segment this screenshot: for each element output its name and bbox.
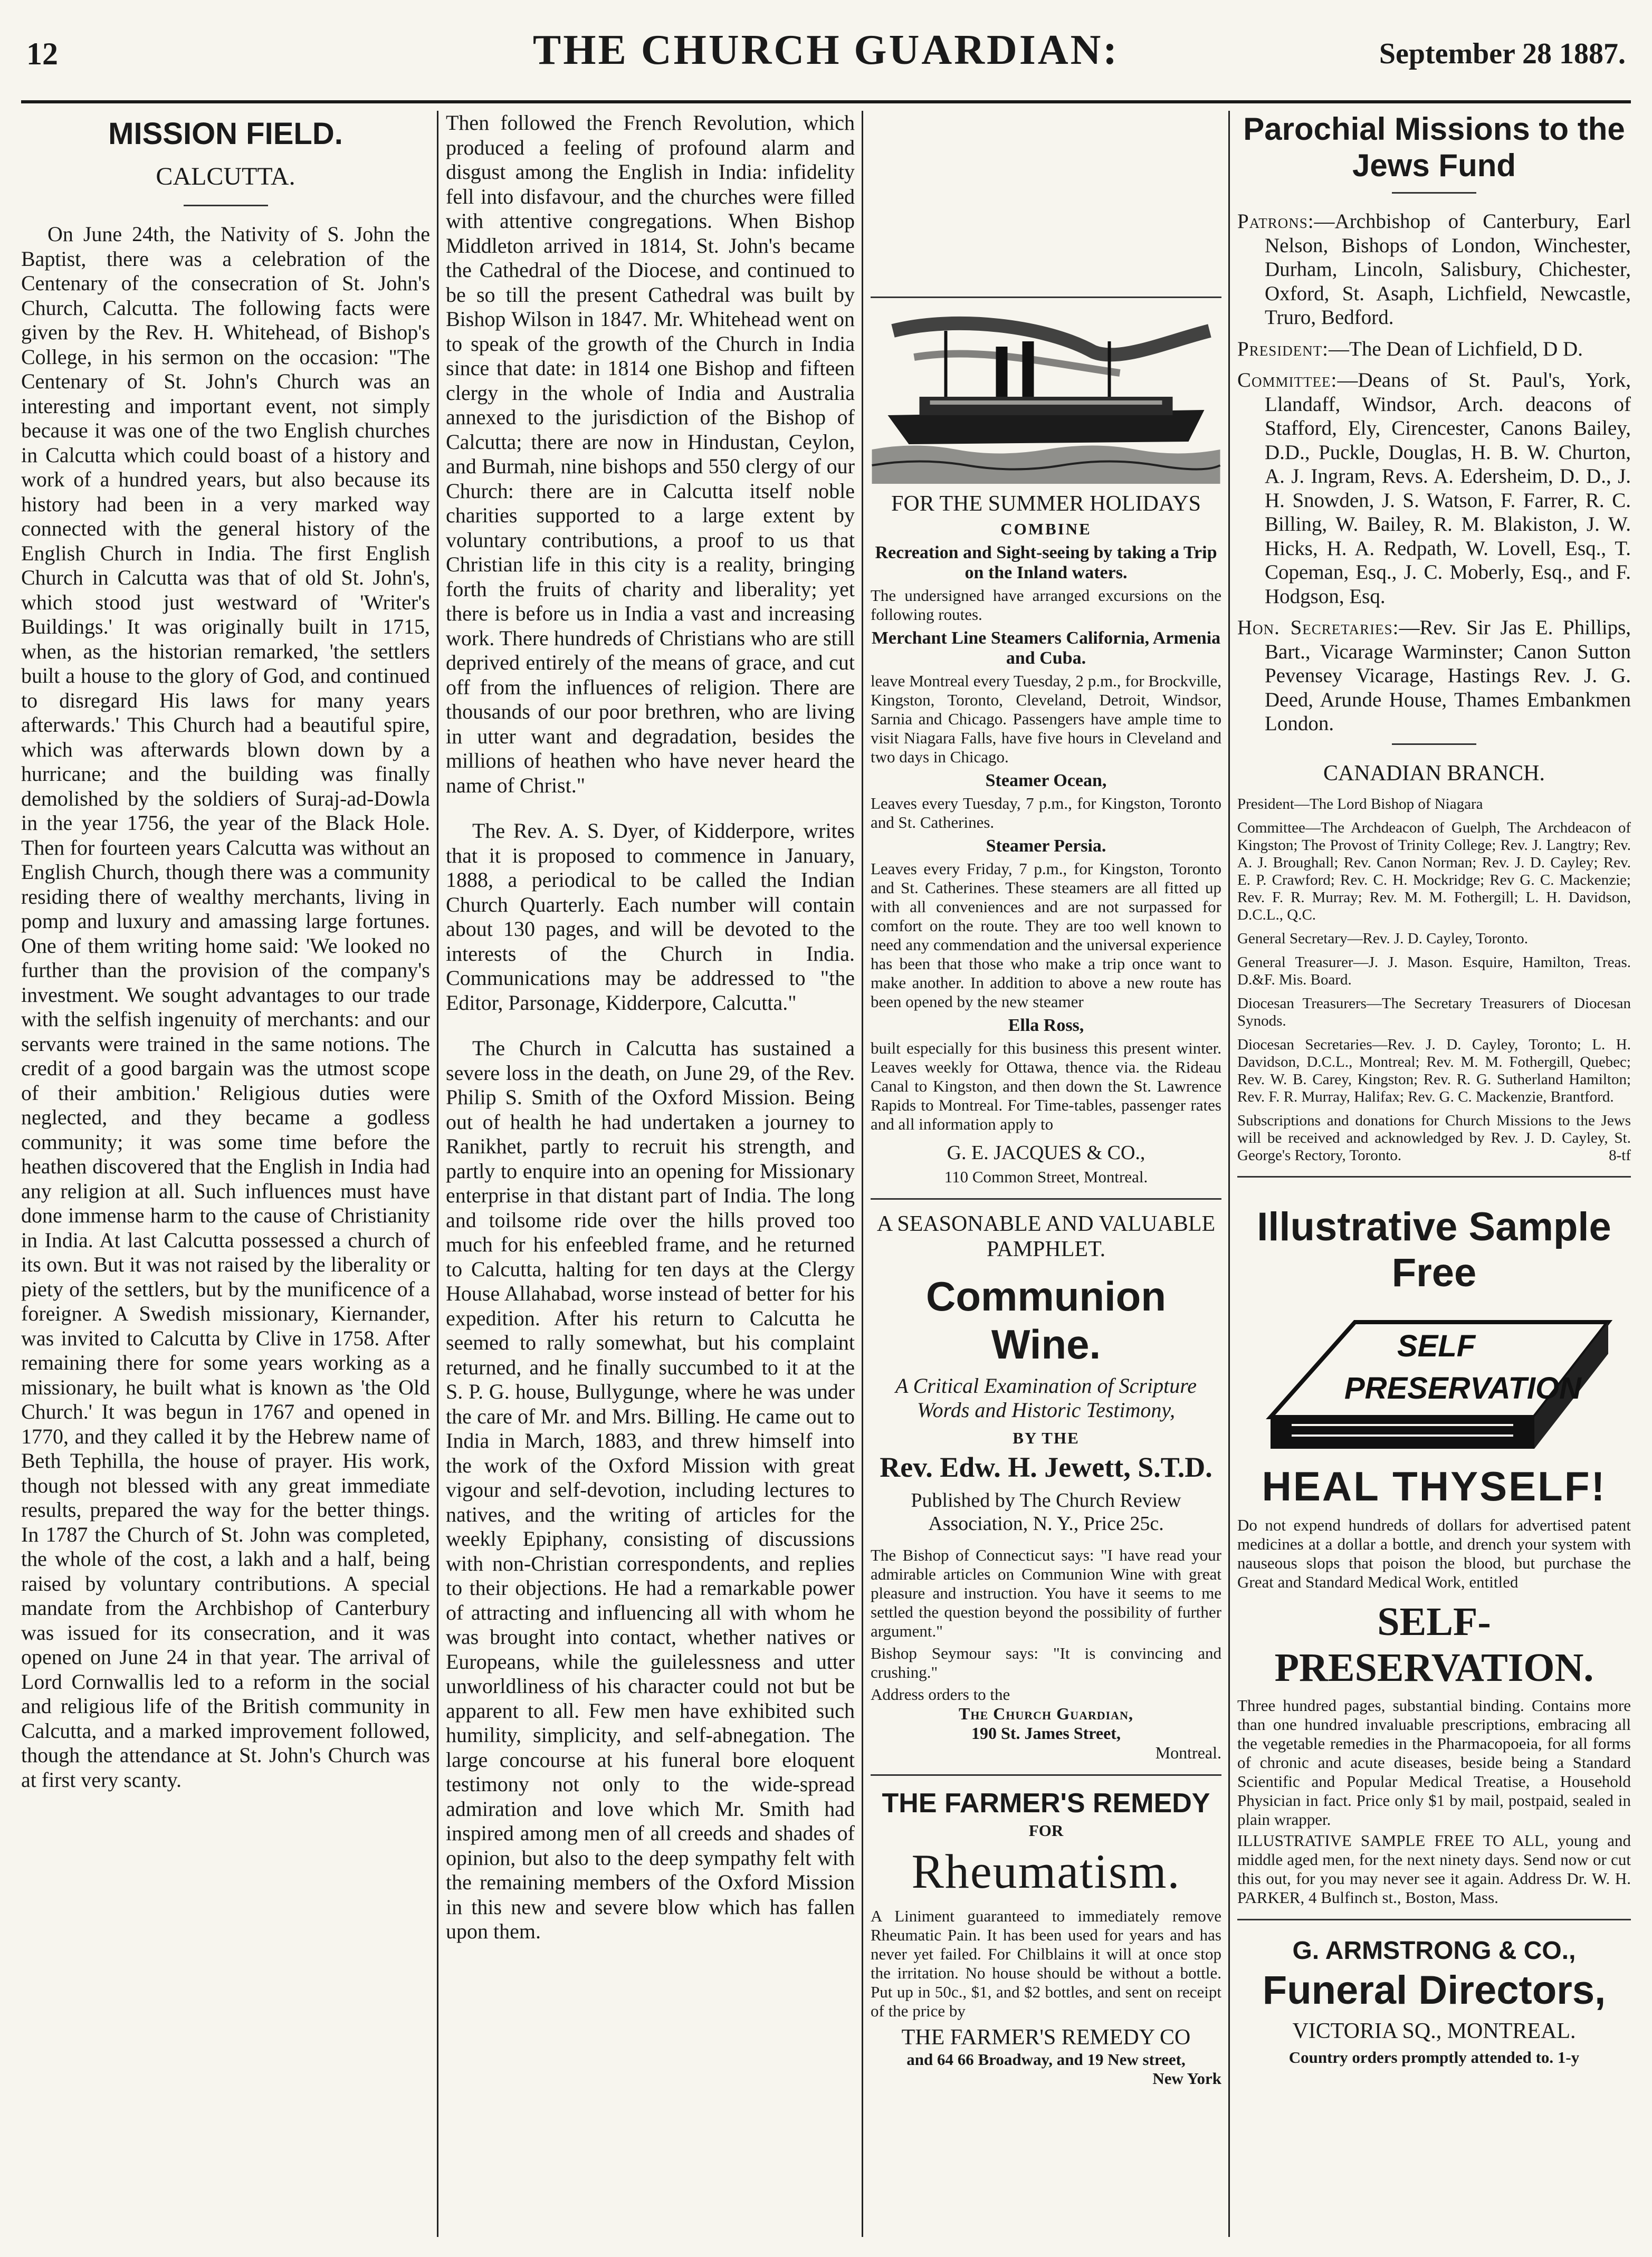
president-label: President: xyxy=(1237,337,1329,360)
cb-general-treasurer: General Treasurer—J. J. Mason. Esquire, Hamilton, Treas. D.&F. Mis. Board. xyxy=(1237,953,1631,988)
communion-wine-ad xyxy=(871,1211,1221,1763)
article-paragraph-1: On June 24th, the Nativity of S. John the Baptist, there was a celebration of the Centenary of the consecration of St. John's Church, Calcutta. The following facts were given by the Rev. H. Whitehead, of Bishop's College, in his sermon on the occasion: "The Centenary of St. John's Church was an interesting and important event, not simply because it was one of the two English churches in Calcutta which could boast of a history and work of a hundred years, but also because its history had been in a very marked way connected with the general history of the English Church in India. The first English Church in Calcutta was that of old St. John's, which stood just westward of 'Writer's Buildings.' It was originally built in 1715, when, as the historian remarked, 'the settlers built a house to the glory of God, and continued to disregard His laws for many years afterwards.' This Church had a beautiful spire, which was afterwards blown down by a hurricane; and the building was finally demolished by the soldiers of Suraj-ad-Dowla in the year 1756, the year of the Black Hole. Then for fourteen years Calcutta was without an English Church, though there was a community residing there of wealthy merchants, living in pomp and luxury and amassing large fortunes. One of them writing home said: 'We looked no further than the provision of the company's investment. We sought advantages to our trade with the selfish ingenuity of merchants: and our servants were trained in the same notions. The credit of a good bargain was the utmost scope of their ambition.' Religious duties were neglected, and they became a godless community; it was some time before the heathen discovered that the English in India had any religion at all. Such influences must have done immense harm to the cause of Christianity in India. At last Calcutta possessed a church of its own. But it was not raised by the liberality or piety of the settlers, but by the munificence of a foreigner. A Swedish missionary, Kiernander, was invited to Calcutta by Clive in 1758. After remaining there for some years working as a missionary, he built what is known as 'the Old Church.' It was begun in 1767 and opened in 1770, and they called it by the Hebrew name of Beth Tephilla, the house of prayer. His work, though not blessed with any great immediate results, prepared the way for the better things. In 1787 the Church of St. John was completed, the whole of the cost, a lakh and a half, being raised by voluntary contributions. A special mandate from the Archbishop of Canterbury was issued for its consecration, and it was opened on June 24 in that year. The arrival of Lord Cornwallis led to a reform in the social and religious life of the British community in Calcutta, and a marked improvement followed, though the attendance at St. John's Church was at first very scanty. xyxy=(21,222,430,1792)
cb-general-secretary: General Secretary—Rev. J. D. Cayley, Toronto. xyxy=(1237,930,1528,947)
summer-ad-intro: The undersigned have arranged excursions on the following routes. xyxy=(871,586,1221,624)
divider xyxy=(184,205,268,206)
remedy-company: THE FARMER'S REMEDY CO xyxy=(901,2025,1191,2050)
route-heading: Steamer Ocean, xyxy=(985,771,1107,790)
patrons-text: —Archbishop of Canterbury, Earl Nelson, Bishops of London, Winchester, Durham, Lincoln, Salisbury, Chichester, Oxford, St. Asaph, Lichfield, Newcastle, Truro, Bedford. xyxy=(1265,210,1631,329)
heal-thyself-heading: HEAL THYSELF! xyxy=(1262,1462,1607,1509)
pamphlet-quote-2: Bishop Seymour says: "It is convincing and crushing." xyxy=(871,1644,1221,1681)
divider xyxy=(871,297,1221,298)
remedy-ad-title: THE FARMER'S REMEDY xyxy=(882,1788,1210,1819)
article-continuation-space xyxy=(871,111,1221,285)
patrons-label: Patrons: xyxy=(1237,210,1314,233)
column-rule xyxy=(437,111,438,2237)
cb-subscriptions xyxy=(1237,1112,1631,1164)
cb-subscriptions-text: Subscriptions and donations for Church Missions to the Jews will be received and acknowledged by Rev. J. D. Cayley, St. George's Rectory, Toronto. xyxy=(1237,1112,1631,1164)
health-ad-book-name: SELF-PRESERVATION. xyxy=(1274,1599,1594,1690)
remedy-ad-for: FOR xyxy=(1028,1821,1064,1840)
column-rule xyxy=(862,111,863,2237)
route-heading: Merchant Line Steamers California, Armenia and Cuba. xyxy=(871,628,1221,668)
pamphlet-by: BY THE xyxy=(1013,1429,1080,1447)
jews-fund-title: Parochial Missions to the Jews Fund xyxy=(1243,111,1625,183)
summer-ad-combine: COMBINE xyxy=(1000,520,1092,538)
pamphlet-paper: The Church Guardian, xyxy=(959,1704,1133,1723)
cb-diocesan-secretaries: Diocesan Secretaries—Rev. J. D. Cayley, Toronto; L. H. Davidson, D.C.L., Montreal; Rev. M. M. Fothergill, Quebec; Rev. W. B. Carey, Kingston; Rev. R. G. Sutherland Hamilton; Rev. F. R. Murray, Halifax; Rev. G. C. Mackenzie, Brantford. xyxy=(1237,1036,1631,1105)
pamphlet-name: Communion Wine. xyxy=(926,1273,1166,1367)
article-paragraph-2: Then followed the French Revolution, which produced a feeling of profound alarm and disgust among the English in India: infidelity fell into disfavour, and the churches were filled with attentive congregations. When Bishop Middleton arrived in 1814, St. John's became the Cathedral of the Diocese, and continued to be so till the present Cathedral was built by Bishop Wilson in 1847. Mr. Whitehead went on to speak of the growth of the Church in India since that date: in 1814 one Bishop and fifteen clergy in the whole of India and Australia annexed to the jurisdiction of the Bishop of Calcutta; there are now in Hindustan, Ceylon, and Burmah, nine bishops and 550 clergy of our Church: there are in Calcutta itself noble charities supported to a large extent by voluntary contributions, a proof to us that Christian life in this city is a reality, bringing forth the fruits of charity and liberality; yet there is before us in India a vast and increasing work. There hundreds of Christians who are still deprived entirely of the means of grace, and cut off from the influences of religion. There are thousands of our poor brethren, who are living in utter want and degradation, besides the millions of heathen who have never heard the name of Christ." xyxy=(446,111,855,797)
committee-entry xyxy=(1237,368,1631,608)
patrons-entry xyxy=(1237,209,1631,330)
divider xyxy=(871,1774,1221,1776)
route-text: built especially for this business this present winter. Leaves weekly for Ottawa, thence via. the Rideau Canal to Kingston, and then down the St. Lawrence Rapids to Montreal. For Time-tables, passenger rates and all information apply to xyxy=(871,1039,1221,1133)
column-2 xyxy=(446,111,855,2237)
route-heading: Ella Ross, xyxy=(1008,1016,1084,1035)
president-entry xyxy=(1237,337,1631,361)
divider xyxy=(1237,1176,1631,1178)
secretaries-text: —Rev. Sir Jas E. Phillips, Bart., Vicarage Warminster; Canon Sutton Pevensey Vicarage, Hastings Rev. J. G. Deed, Arunde House, Thames Embankmen London. xyxy=(1265,616,1631,735)
book-illustration xyxy=(1237,1301,1631,1459)
president-text: —The Dean of Lichfield, D D. xyxy=(1329,337,1583,360)
canadian-branch-heading: CANADIAN BRANCH. xyxy=(1323,761,1545,786)
pamphlet-orders: Address orders to the xyxy=(871,1685,1010,1704)
route-heading: Steamer Persia. xyxy=(986,836,1106,856)
funeral-address: VICTORIA SQ., MONTREAL. xyxy=(1292,2019,1576,2043)
pamphlet-description: A Critical Examination of Scripture Words and Historic Testimony, xyxy=(895,1374,1197,1422)
book-cover-line-2: PRESERVATION xyxy=(1344,1371,1582,1405)
health-ad-text-2: Three hundred pages, substantial binding. Contains more than one hundred invaluable prescriptions, embracing all the vegetable remedies in the Pharmacopoeia, for all forms of chronic and acute diseases, beside being a Standard Scientific and Popular Medical Treatise, a Household Physician in fact. Price only $1 by mail, postpaid, sealed in plain wrapper. xyxy=(1237,1696,1631,1829)
page-number: 12 xyxy=(26,36,58,71)
masthead-title: THE CHURCH GUARDIAN: xyxy=(532,27,1120,73)
health-ad-title: Illustrative Sample Free xyxy=(1257,1204,1611,1295)
route-text: Leaves every Tuesday, 7 p.m., for Kingston, Toronto and St. Catherines. xyxy=(871,794,1221,831)
committee-text: —Deans of St. Paul's, York, Llandaff, Windsor, Arch. deacons of Stafford, Ely, Cirencester, Canons Bailey, D.D., Puckle, Douglas, H. B. W. Churton, A. J. Ingram, Revs. A. Edersheim, D. D., J. H. Snowden, J. S. Watson, F. Farrer, R. C. Billing, W. Bailey, R. M. Blakiston, J. W. Hicks, H. A. Redpath, W. Lovell, Esq., T. Copeman, Esq., J. C. Moberly, Esq., and F. Hodgson, Esq. xyxy=(1265,369,1631,608)
remedy-city: New York xyxy=(1152,2069,1221,2088)
summer-ad-tagline: Recreation and Sight-seeing by taking a Trip on the Inland waters. xyxy=(875,543,1217,582)
steamer-illustration xyxy=(871,310,1221,484)
column-rule xyxy=(1228,111,1230,2237)
self-preservation-ad xyxy=(1237,1204,1631,1907)
summer-ad-title: FOR THE SUMMER HOLIDAYS xyxy=(891,492,1201,516)
article-paragraph-3: The Rev. A. S. Dyer, of Kidderpore, writes that it is proposed to commence in January, 1888, a periodical to be called the Indian Church Quarterly. Each number will contain about 130 pages, and will be devoted to the interests of the Church in India. Communications may be addressed to "the Editor, Parsonage, Kidderpore, Calcutta." xyxy=(446,819,855,1015)
column-3 xyxy=(871,111,1221,2237)
secretaries-entry xyxy=(1237,616,1631,736)
remedy-ad-name: Rheumatism. xyxy=(911,1844,1181,1898)
pamphlet-city: Montreal. xyxy=(1155,1743,1221,1762)
divider xyxy=(871,1198,1221,1200)
secretaries-label: Hon. Secretaries: xyxy=(1237,616,1399,639)
pamphlet-ad-title: A SEASONABLE AND VALUABLE PAMPHLET. xyxy=(876,1212,1216,1261)
agent-address: 110 Common Street, Montreal. xyxy=(944,1168,1148,1186)
route-text: leave Montreal every Tuesday, 2 p.m., for Brockville, Kingston, Toronto, Cleveland, Detroit, Windsor, Sarnia and Chicago. Passengers have ample time to visit Niagara Falls, have five hours in Cleveland and two days in Chicago. xyxy=(871,672,1221,766)
health-ad-text-3: ILLUSTRATIVE SAMPLE FREE TO ALL, young and middle aged men, for the next ninety days. Send now or cut this out, for you may never see it again. Address Dr. W. H. PARKER, 4 Bulfinch st., Boston, Mass. xyxy=(1237,1831,1631,1907)
agent-name: G. E. JACQUES & CO., xyxy=(947,1142,1145,1164)
remedy-ad-text: A Liniment guaranteed to immediately remove Rheumatic Pain. It has been used for years and has never yet failed. For Chilblains it will at once stop the irritation. No house should be without a bottle. Put up in 50c., $1, and $2 bottles, and sent on receipt of the price by xyxy=(871,1907,1221,2020)
summer-holidays-ad xyxy=(871,310,1221,1187)
cb-president: President—The Lord Bishop of Niagara xyxy=(1237,795,1483,812)
farmers-remedy-ad xyxy=(871,1787,1221,2088)
funeral-company: G. ARMSTRONG & CO., xyxy=(1292,1936,1576,1965)
remedy-address: and 64 66 Broadway, and 19 New street, xyxy=(906,2050,1186,2069)
book-cover-line-1: SELF xyxy=(1397,1328,1476,1363)
issue-date: September 28 1887. xyxy=(1379,37,1626,70)
cb-reference: 8-tf xyxy=(1609,1146,1631,1164)
pamphlet-author: Rev. Edw. H. Jewett, S.T.D. xyxy=(880,1451,1212,1483)
cb-diocesan-treasurers: Diocesan Treasurers—The Secretary Treasurers of Diocesan Synods. xyxy=(1237,994,1631,1029)
committee-label: Committee: xyxy=(1237,369,1338,391)
funeral-note: Country orders promptly attended to. 1-y xyxy=(1288,2048,1580,2067)
column-4 xyxy=(1237,111,1631,2237)
article-subheading: CALCUTTA. xyxy=(156,162,295,190)
pamphlet-publisher: Published by The Church Review Association, N. Y., Price 25c. xyxy=(911,1489,1181,1535)
pamphlet-quote-1: The Bishop of Connecticut says: "I have read your admirable articles on Communion Wine with great pleasure and instruction. You have it seems to me settled the question beyond the possibility of further argument." xyxy=(871,1546,1221,1640)
health-ad-text-1: Do not expend hundreds of dollars for advertised patent medicines at a dollar a bottle, and drench your system with nauseous slops that poison the blood, but purchase the Great and Standard Medical Work, entitled xyxy=(1237,1515,1631,1591)
divider xyxy=(1237,1919,1631,1920)
divider xyxy=(1392,192,1476,194)
pamphlet-street: 190 St. James Street, xyxy=(971,1724,1121,1743)
article-paragraph-4: The Church in Calcutta has sustained a severe loss in the death, on June 29, of the Rev. Philip S. Smith of the Oxford Mission. Being out of health he had undertaken a journey to Ranikhet, partly to recruit his strength, and partly to enquire into an opening for Missionary enterprise in that distant part of India. The long and toilsome ride over the hills proved too much for his enfeebled frame, and he returned to Calcutta, halting for ten days at the Clergy House Allahabad, worse instead of better for his expedition. After his return to Calcutta he seemed to rally somewhat, but his complaint returned, and he finally succumbed to it at the S. P. G. house, Bullygunge, where he was under the care of Mr. and Mrs. Billing. He came out to India in March, 1883, and threw himself into the work of the Oxford Mission with great vigour and self-devotion, including lectures to natives, and the writing of articles for the weekly Epiphany, consisting of discussions with non-Christian correspondents, and replies to their objections. He had a remarkable power of attracting and influencing all with whom he was brought into contact, whether natives or Europeans, while the guilelessness and utter unworldliness of his character could not but be apparent to all. Few men have exhibited such humility, simplicity, and self-abnegation. The large concourse at his funeral bore eloquent testimony not only to the wide-spread admiration and love which Mr. Smith had inspired among men of all creeds and shades of opinion, but also to the deep sympathy felt with the remaining members of the Oxford Mission in this new and severe blow which has fallen upon them. xyxy=(446,1036,855,1943)
column-1 xyxy=(21,111,430,2237)
funeral-directors-ad xyxy=(1237,1936,1631,2067)
page-header xyxy=(21,21,1631,103)
divider xyxy=(1392,743,1476,745)
funeral-title: Funeral Directors, xyxy=(1262,1967,1606,2013)
cb-committee: Committee—The Archdeacon of Guelph, The Archdeacon of Kingston; The Provost of Trinity College; Rev. J. Langtry; Rev. A. J. Broughall; Rev. Canon Norman; Rev. J. D. Cayley; Rev. E. P. Crawford; Rev. C. H. Mockridge; Rev G. C. Mackenzie; Rev. F. R. Murray; Rev. M. M. Fothergill; L. H. Davidson, D.C.L., Q.C. xyxy=(1237,819,1631,923)
route-text: Leaves every Friday, 7 p.m., for Kingston, Toronto and St. Catherines. These steamers are all fitted up with all conveniences and are not surpassed for comfort on the route. They are too well known to need any commendation and the universal experience has been that those who make a trip once want to make another. In addition to above a new route has been opened by the new steamer xyxy=(871,859,1221,1011)
section-heading: MISSION FIELD. xyxy=(108,117,343,151)
